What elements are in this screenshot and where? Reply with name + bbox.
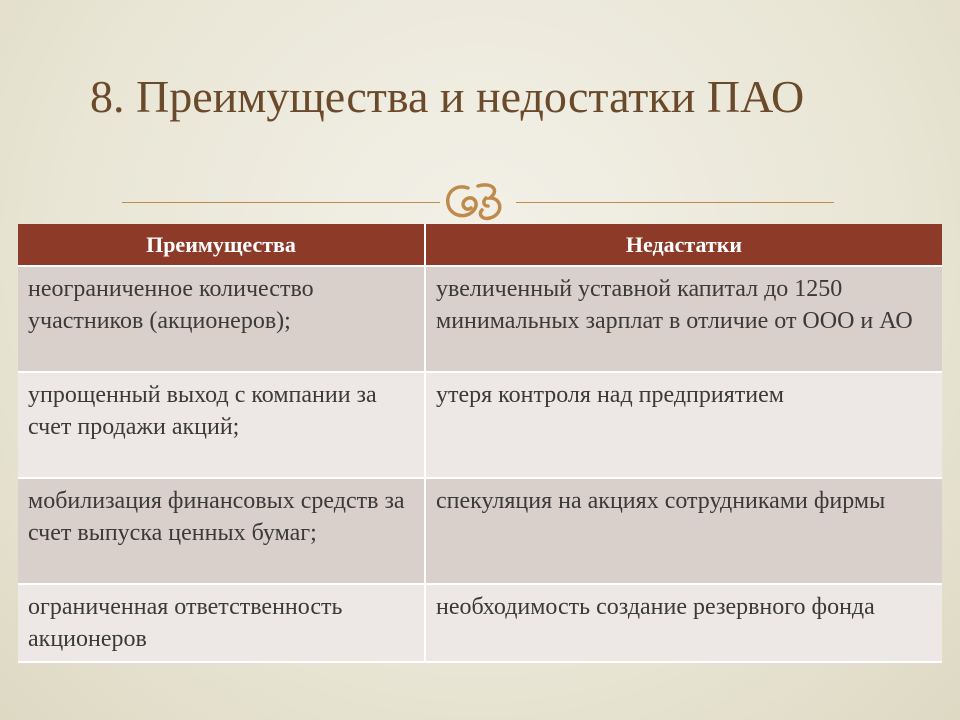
table-row [18,372,942,478]
divider-line-right [516,202,834,203]
advantage-cell: ограниченная ответственность акционеров [18,584,425,662]
advantage-cell: упрощенный выход с компании за счет продажи акций; [18,372,425,478]
disadvantage-cell: спекуляция на акциях сотрудниками фирмы [425,478,942,584]
header-advantages: Преимущества [18,224,425,266]
disadvantage-cell: увеличенный уставной капитал до 1250 минимальных зарплат в отличие от ООО и АО [425,266,942,372]
flourish-ornament-icon [438,176,518,226]
advantage-cell: неограниченное количество участников (акционеров); [18,266,425,372]
table-row [18,478,942,584]
table-header-row [18,224,942,266]
disadvantage-cell: необходимость создание резервного фонда [425,584,942,662]
table-row [18,584,942,662]
slide-title: 8. Преимущества и недостатки ПАО [90,71,805,122]
disadvantage-cell: утеря контроля над предприятием [425,372,942,478]
advantage-cell: мобилизация финансовых средств за счет выпуска ценных бумаг; [18,478,425,584]
header-disadvantages: Недастатки [425,224,942,266]
comparison-table [18,224,942,663]
table-row [18,266,942,372]
divider-line-left [122,202,440,203]
